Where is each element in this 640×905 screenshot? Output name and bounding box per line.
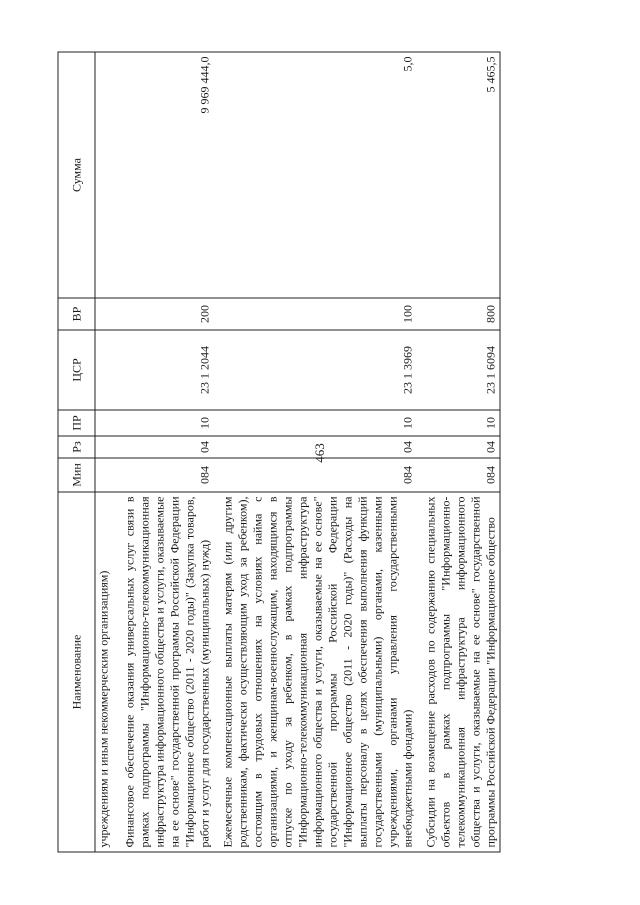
- continuation-text: учреждениям и иным некоммерческим организациям): [95, 492, 116, 852]
- header-row: [58, 52, 95, 852]
- row-rz: 04: [220, 436, 417, 458]
- row-rz: 04: [423, 436, 501, 458]
- header-rz: Рз: [58, 436, 95, 458]
- table-row: [122, 52, 214, 852]
- header-name: Наименование: [58, 492, 95, 852]
- row-sum: 5 465,5: [423, 52, 501, 298]
- row-rz: 04: [122, 436, 214, 458]
- row-min: 084: [423, 458, 501, 492]
- row-name: Финансовое обеспечение оказания универсальных услуг связи в рамках подпрограммы "Информационно-телекоммуникационная инфраструктура информационного общества и услуги, оказываемые на ее основе" государственной программы Российской Федерации "Информационное общество (2011 - 2020 годы)" (Закупка товаров, работ и услуг для государственных (муниципальных) нужд): [122, 492, 214, 852]
- row-pr: 10: [122, 410, 214, 436]
- header-vr: ВР: [58, 298, 95, 330]
- header-pr: ПР: [58, 410, 95, 436]
- row-pr: 10: [423, 410, 501, 436]
- row-vr: 200: [122, 298, 214, 330]
- row-csr: 23 1 6094: [423, 330, 501, 410]
- table-row: [220, 52, 417, 852]
- header-sum: Сумма: [58, 52, 95, 298]
- row-csr: 23 1 2044: [122, 330, 214, 410]
- row-min: 084: [122, 458, 214, 492]
- row-sum: 5,0: [220, 52, 417, 298]
- row-vr: 100: [220, 298, 417, 330]
- budget-table: [58, 52, 501, 853]
- continuation-row: [95, 52, 116, 852]
- row-pr: 10: [220, 410, 417, 436]
- row-name: Ежемесячные компенсационные выплаты матерям (или другим родственникам, фактически осуществляющим уход за ребенком), состоящим в трудовых отношениях на условиях найма с организациями, и женщинам-военнослужащим, находящимся в отпуске по уходу за ребенком, в рамках подпрограммы "Информационно-телекоммуникационная инфраструктура информационного общества и услуги, оказываемые на ее основе" государственной программы Российской Федерации "Информационное общество (2011 - 2020 годы)" (Расходы на выплаты персоналу в целях обеспечения выполнения функций государственными (муниципальными) органами, казенными учреждениями, органами управления государственными внебюджетными фондами): [220, 492, 417, 852]
- table-row: [423, 52, 501, 852]
- row-sum: 9 969 444,0: [122, 52, 214, 298]
- row-name: Субсидии на возмещение расходов по содержанию специальных объектов в рамках подпрограммы "Информационно-телекоммуникационная инфраструктура информационного общества и услуги, оказываемые на ее основе" государственной программы Российской Федерации "Информационное общество: [423, 492, 501, 852]
- header-csr: ЦСР: [58, 330, 95, 410]
- header-min: Мин: [58, 458, 95, 492]
- row-vr: 800: [423, 298, 501, 330]
- page-number: 463: [312, 443, 327, 463]
- row-csr: 23 1 3969: [220, 330, 417, 410]
- rotated-sheet: [58, 53, 583, 853]
- row-min: 084: [220, 458, 417, 492]
